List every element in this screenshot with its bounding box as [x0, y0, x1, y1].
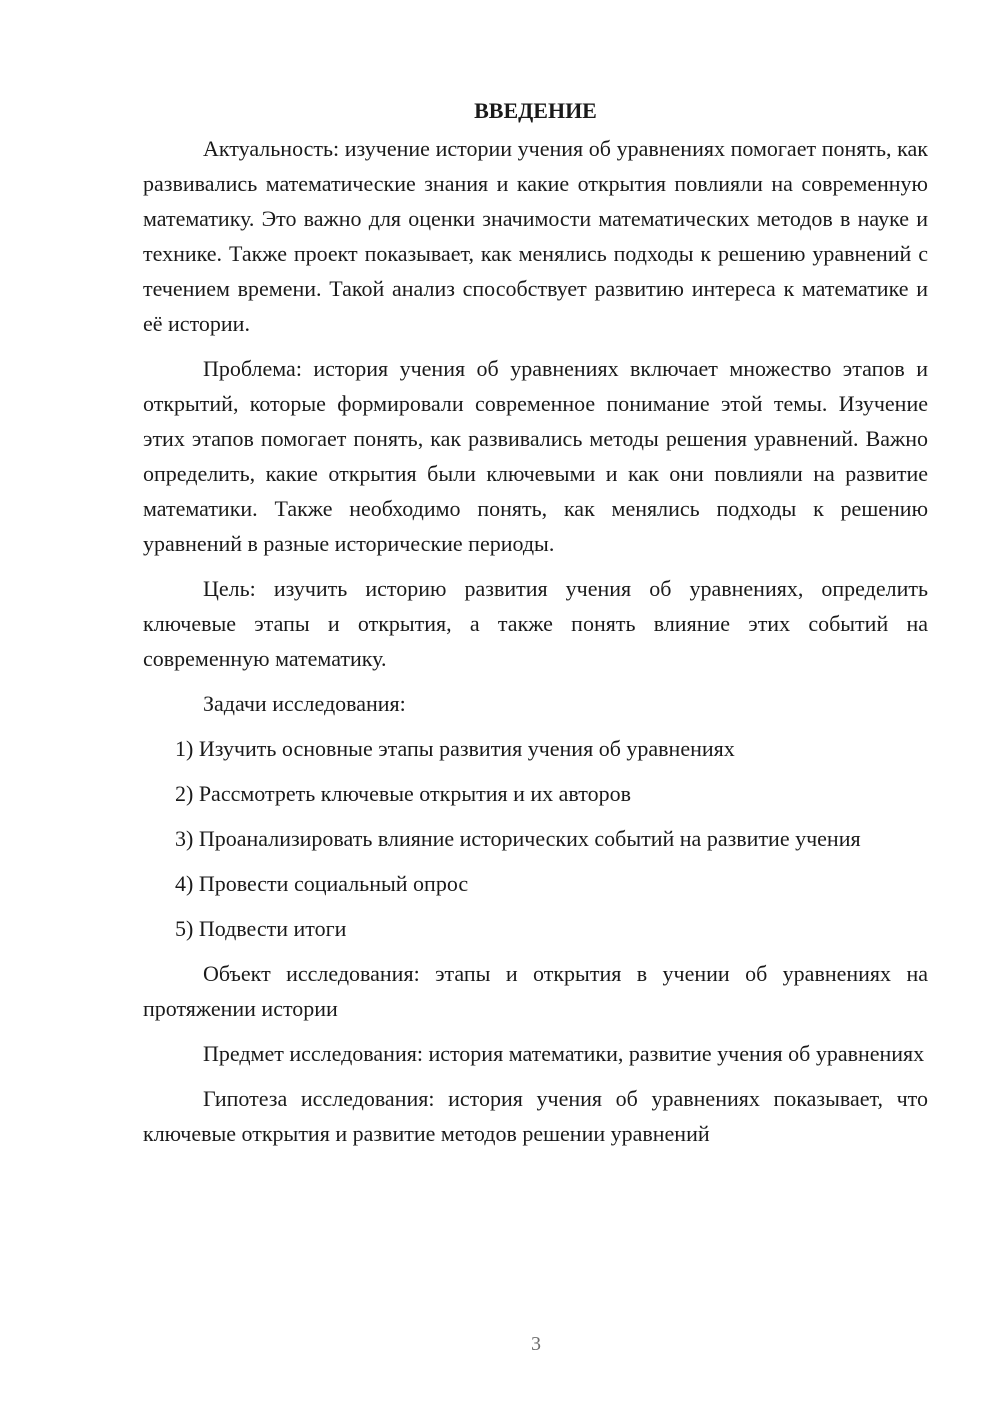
task-item: 4) Провести социальный опрос — [175, 871, 469, 896]
page-number: 3 — [531, 1333, 541, 1355]
page-content — [143, 93, 928, 1161]
task-item: 3) Проанализировать влияние исторических событий на развитие учения — [175, 826, 861, 851]
task-item: 5) Подвести итоги — [175, 916, 347, 941]
paragraph-hypothesis: Гипотеза исследования: история учения об уравнениях показывает, что ключевые открытия и развитие методов решении уравнений — [143, 1086, 928, 1146]
section-title: ВВЕДЕНИЕ — [474, 98, 597, 123]
paragraph-problem: Проблема: история учения об уравнениях включает множество этапов и открытий, которые формировали современное понимание этой темы. Изучение этих этапов помогает понять, как развивались методы решения уравнений. Важно определить, какие открытия были ключевыми и как они повлияли на развитие математики. Также необходимо понять, как менялись подходы к решению уравнений в разные исторические периоды. — [143, 356, 928, 556]
paragraph-goal: Цель: изучить историю развития учения об уравнениях, определить ключевые этапы и открытия, а также понять влияние этих событий на современную математику. — [143, 576, 928, 671]
paragraph-relevance: Актуальность: изучение истории учения об уравнениях помогает понять, как развивались математические знания и какие открытия повлияли на современную математику. Это важно для оценки значимости математических методов в науке и технике. Также проект показывает, как менялись подходы к решению уравнений с течением времени. Такой анализ способствует развитию интереса к математике и её истории. — [143, 136, 928, 336]
paragraph-tasks-heading: Задачи исследования: — [203, 691, 406, 716]
paragraph-object: Объект исследования: этапы и открытия в учении об уравнениях на протяжении истории — [143, 961, 928, 1021]
task-item: 1) Изучить основные этапы развития учения об уравнениях — [175, 736, 735, 761]
task-item: 2) Рассмотреть ключевые открытия и их авторов — [175, 781, 631, 806]
paragraph-subject: Предмет исследования: история математики, развитие учения об уравнениях — [203, 1041, 925, 1066]
